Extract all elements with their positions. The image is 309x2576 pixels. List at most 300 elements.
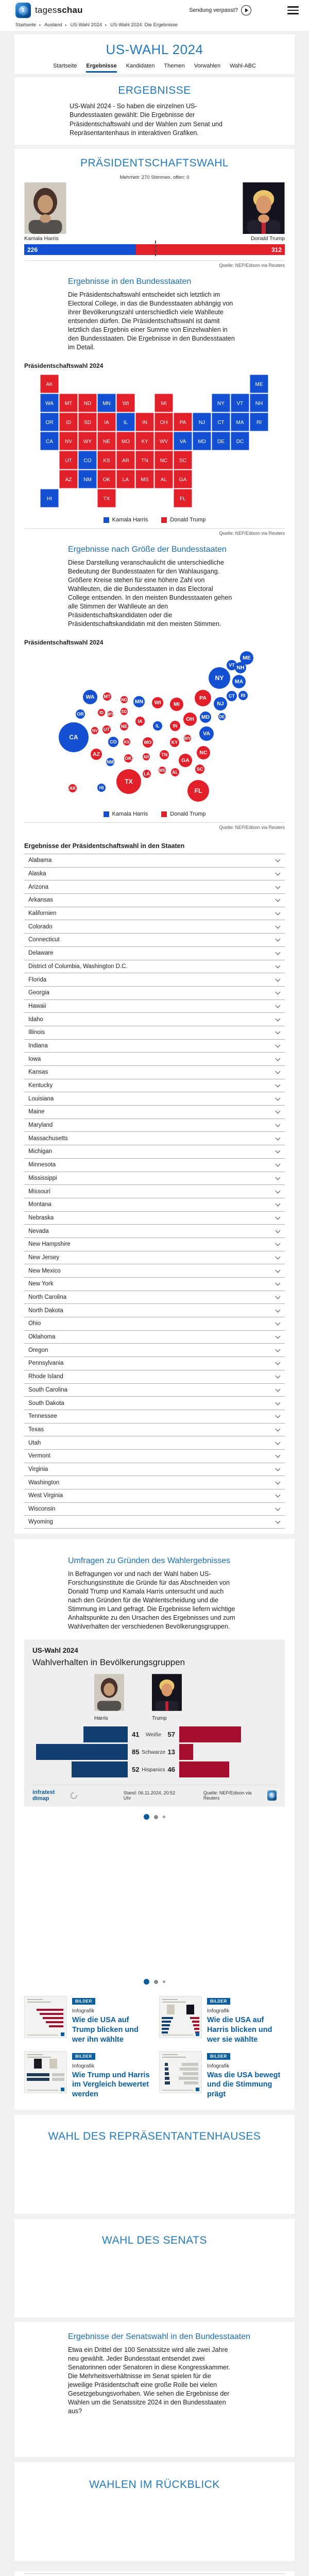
bar-center-labels (128, 1766, 179, 1773)
teaser-badge: BILDER (72, 1998, 95, 2005)
bubble-state-PA[interactable]: PA (195, 690, 211, 706)
state-accordion-row[interactable] (24, 946, 285, 960)
bubble-state-VA[interactable]: VA (199, 726, 214, 741)
map-state-NE[interactable] (97, 432, 116, 450)
tab-wahl-abc[interactable]: Wahl-ABC (230, 63, 256, 69)
bubble-state-AZ[interactable]: AZ (91, 749, 102, 760)
thumb-bar (179, 2077, 198, 2080)
bubble-state-NM[interactable]: NM (106, 758, 114, 766)
umfragen-heading[interactable]: Umfragen zu Gründen des Wahlergebnisses (68, 1556, 231, 1566)
bubble-state-NC[interactable]: NC (197, 746, 210, 759)
state-accordion-row[interactable] (24, 1396, 285, 1410)
carousel-dot[interactable] (154, 1815, 158, 1819)
map-state-MA[interactable] (231, 413, 249, 431)
state-accordion-row[interactable] (24, 1383, 285, 1397)
bubble-state-TX[interactable]: TX (116, 769, 141, 794)
teaser-card[interactable] (159, 1996, 285, 2045)
state-accordion-row[interactable] (24, 1184, 285, 1198)
tab-ergebnisse[interactable]: Ergebnisse (86, 63, 116, 73)
harris-bar (83, 1726, 128, 1742)
bubble-state-NY[interactable]: NY (209, 667, 230, 689)
svg-text:AK: AK (46, 382, 53, 387)
legend-label: Donald Trump (170, 811, 206, 817)
thumb-photo (167, 2005, 175, 2014)
teaser-title[interactable]: Wie die USA auf Harris blicken und wer sie wählte (207, 2016, 272, 2044)
state-accordion-row[interactable] (24, 1449, 285, 1463)
chevron-down-icon (276, 1506, 281, 1511)
thumb-bar (180, 2067, 198, 2071)
state-accordion-label: Utah (28, 1439, 41, 1446)
state-accordion-row[interactable] (24, 1502, 285, 1516)
bubble-state-LA[interactable]: LA (143, 770, 151, 778)
breadcrumb (0, 21, 309, 31)
thumb-bar (192, 2021, 199, 2023)
map-state-KY[interactable] (135, 432, 154, 450)
map-state-LA[interactable] (116, 470, 135, 488)
bubble-state-KS[interactable]: KS (123, 738, 130, 745)
trump-bar-cell (179, 1744, 274, 1760)
bubble-state-MD[interactable]: MD (200, 711, 211, 723)
map-state-MD[interactable] (193, 432, 211, 450)
svg-text:MS: MS (141, 477, 149, 483)
teaser-body (207, 2051, 285, 2100)
state-accordion-row[interactable] (24, 1489, 285, 1502)
state-accordion-row[interactable] (24, 1277, 285, 1291)
chevron-down-icon (276, 1241, 281, 1246)
play-icon[interactable] (241, 5, 251, 15)
teaser-kicker: Infografik (207, 2062, 230, 2069)
bubble-state-HI[interactable]: HI (97, 784, 106, 792)
map-state-AL[interactable] (154, 470, 173, 488)
chevron-down-icon (276, 1003, 281, 1008)
sendung-verpasst-label: Sendung verpasst? (189, 7, 238, 13)
svg-text:MO: MO (121, 439, 130, 445)
svg-text:NM: NM (83, 477, 92, 483)
chart-kicker: US-Wahl 2024 (32, 1647, 78, 1655)
bubble-state-WY[interactable]: WY (107, 711, 114, 717)
map-state-ID[interactable] (59, 413, 78, 431)
trump-bar-segment: 312 (136, 244, 285, 255)
map-state-ND[interactable] (78, 394, 97, 412)
state-accordion-row[interactable] (24, 1092, 285, 1105)
map-state-CA[interactable] (40, 432, 59, 450)
thumb-text-line (162, 2057, 186, 2058)
state-accordion-label: Tennessee (28, 1413, 57, 1420)
map-state-AK[interactable] (40, 375, 59, 393)
bubble-state-NJ[interactable]: NJ (214, 697, 227, 710)
state-accordion-row[interactable] (24, 933, 285, 946)
map-state-OK[interactable] (97, 470, 116, 488)
bubble-state-OK[interactable]: OK (124, 754, 132, 762)
bubble-state-AR[interactable]: AR (143, 753, 150, 760)
state-accordion-label: Rhode Island (28, 1374, 63, 1380)
thumb-text-line (162, 2054, 178, 2055)
state-accordion-row[interactable] (24, 893, 285, 907)
bundesstaaten-heading[interactable]: Ergebnisse in den Bundesstaaten (68, 277, 192, 286)
chevron-down-icon (276, 910, 281, 916)
bubble-state-MO[interactable]: MO (143, 737, 153, 748)
bubble-state-MI[interactable]: MI (170, 698, 183, 711)
bubble-state-WV[interactable]: WV (184, 735, 191, 742)
state-accordion-row[interactable] (24, 1211, 285, 1225)
chevron-down-icon (276, 1307, 281, 1312)
state-accordion-label: Hawaii (28, 1003, 46, 1009)
state-accordion-row[interactable] (24, 999, 285, 1013)
breadcrumb-item[interactable]: Startseite (15, 22, 37, 28)
state-accordion-label: Texas (28, 1426, 44, 1433)
map-state-WI[interactable] (116, 394, 135, 412)
infratest-ring-icon (69, 1791, 79, 1801)
senatswahl-ergebnisse-card (14, 2322, 295, 2457)
map-state-CT[interactable] (212, 413, 230, 431)
electoral-bubble-map (36, 650, 273, 805)
state-accordion-row[interactable] (24, 1079, 285, 1092)
map-state-TN[interactable] (135, 451, 154, 469)
harris-chart-photo (94, 1674, 124, 1711)
bubble-state-IA[interactable]: IA (135, 717, 145, 726)
bubble-state-NE[interactable]: NE (120, 722, 128, 731)
senat-title: WAHL DES SENATS (102, 2234, 207, 2247)
map-state-AR[interactable] (116, 451, 135, 469)
map-state-VT[interactable] (231, 394, 249, 412)
chevron-down-icon (276, 1386, 281, 1392)
menu-icon[interactable] (287, 6, 299, 14)
bubble-state-OR[interactable]: OR (76, 709, 85, 719)
state-accordion-row[interactable] (24, 1172, 285, 1185)
harris-photo (24, 182, 66, 234)
harris-bar-cell (32, 1726, 128, 1742)
thumb-bar (27, 2078, 49, 2081)
bubble-state-AK[interactable]: AK (68, 784, 77, 792)
teaser-grid (24, 1996, 285, 2099)
carousel-dot[interactable] (163, 1980, 165, 1983)
state-accordion-label: Iowa (28, 1056, 41, 1062)
state-accordion-label: Virginia (28, 1466, 48, 1472)
teaser-title[interactable]: Wie die USA auf Trump blicken und wer ihn wählte (72, 2016, 139, 2044)
state-accordion-row[interactable] (24, 986, 285, 999)
carousel-dot[interactable] (144, 1979, 149, 1985)
map-state-DE[interactable] (212, 432, 230, 450)
state-accordion-row[interactable] (24, 1026, 285, 1039)
bubble-state-SD[interactable]: SD (121, 708, 128, 715)
thumb-photo (34, 2059, 42, 2069)
state-accordion-label: Maine (28, 1109, 45, 1115)
bubble-map-legend (24, 811, 285, 817)
thumb-bar (165, 2077, 169, 2080)
thumb-footer-line (27, 2090, 58, 2091)
chevron-down-icon (276, 950, 281, 955)
svg-text:CA: CA (46, 439, 53, 445)
bubble-state-GA[interactable]: GA (179, 754, 192, 767)
bundesstaaten-text: Die Präsidentschaftswahl entscheidet sich letztlich im Electoral College, in das die Bundesstaaten abhängig von ihrer Bevölkerungszahl unterschiedlich viele Wahlleute entsenden dürfen. Die Präsidentschaftswahl ist damit letztlich das Ergebnis einer Summe von Einzelwahlen in den Bundesstaaten. Die Ergebnisse in den Bundesstaaten im Detail. (68, 291, 235, 351)
state-accordion-row[interactable] (24, 880, 285, 893)
state-accordion-row[interactable] (24, 1330, 285, 1344)
state-accordion-row[interactable] (24, 1410, 285, 1423)
svg-text:ND: ND (83, 401, 92, 406)
bubble-state-UT[interactable]: UT (102, 725, 111, 734)
chart-bar-row (32, 1761, 277, 1777)
bubble-state-WA[interactable]: WA (83, 690, 97, 704)
map-state-MO[interactable] (116, 432, 135, 450)
map-state-NJ[interactable] (193, 413, 211, 431)
chevron-down-icon (276, 1466, 281, 1471)
bubble-state-TN[interactable]: TN (160, 750, 169, 759)
map-state-AZ[interactable] (59, 470, 78, 488)
state-accordion-row[interactable] (24, 1145, 285, 1158)
legend-label: Donald Trump (170, 517, 206, 523)
map-state-SD[interactable] (78, 413, 97, 431)
tab-themen[interactable]: Themen (164, 63, 185, 69)
svg-text:IL: IL (123, 420, 128, 426)
legend-label: Kamala Harris (112, 811, 148, 817)
state-accordion-row[interactable] (24, 1131, 285, 1145)
bubble-state-KY[interactable]: KY (170, 738, 179, 747)
breadcrumb-item[interactable]: US-Wahl 2024 (70, 22, 102, 28)
carousel-dots (24, 1979, 285, 1985)
map-chart-label: Präsidentschaftswahl 2024 (24, 362, 104, 369)
map-state-UT[interactable] (59, 451, 78, 469)
map-state-HI[interactable] (40, 489, 59, 507)
category-label: Hispanics (142, 1766, 165, 1773)
state-accordion-row[interactable] (24, 1264, 285, 1277)
svg-text:AR: AR (122, 458, 129, 464)
state-accordion-label: South Dakota (28, 1400, 64, 1406)
svg-text:PA: PA (179, 420, 186, 426)
map-state-IA[interactable] (97, 413, 116, 431)
map-state-OR[interactable] (40, 413, 59, 431)
chevron-down-icon (276, 1453, 281, 1458)
state-accordion-row[interactable] (24, 973, 285, 986)
map-state-MT[interactable] (59, 394, 78, 412)
state-accordion-row[interactable] (24, 960, 285, 973)
bubble-state-AL[interactable]: AL (171, 768, 179, 776)
state-accordion-row[interactable] (24, 1039, 285, 1053)
bubble-state-ME[interactable]: ME (240, 651, 253, 665)
state-accordion-row[interactable] (24, 854, 285, 867)
bubble-state-CO[interactable]: CO (108, 737, 118, 747)
sendung-verpasst-link[interactable] (189, 5, 251, 15)
chevron-down-icon (276, 1334, 281, 1339)
map-state-NV[interactable] (59, 432, 78, 450)
svg-text:LA: LA (122, 477, 129, 483)
state-accordion-row[interactable] (24, 920, 285, 933)
category-label: Weiße (145, 1731, 162, 1738)
senatswahl-heading[interactable]: Ergebnisse der Senatswahl in den Bundesstaaten (68, 2332, 251, 2342)
map-state-NM[interactable] (78, 470, 97, 488)
bubble-state-CA[interactable]: CA (59, 722, 89, 752)
state-accordion-label: Arkansas (28, 897, 53, 904)
state-accordion-row[interactable] (24, 1158, 285, 1172)
map-state-WV[interactable] (154, 432, 173, 450)
state-accordion-row[interactable] (24, 1515, 285, 1529)
infratest-dimap-logo: infratest dimap (32, 1789, 77, 1802)
bubble-state-ID[interactable]: ID (98, 709, 105, 716)
state-accordion-row[interactable] (24, 1012, 285, 1026)
chevron-down-icon (276, 1267, 281, 1273)
state-accordion-row[interactable] (24, 1291, 285, 1304)
state-accordion-row[interactable] (24, 867, 285, 880)
state-accordion-row[interactable] (24, 1251, 285, 1264)
state-accordion-label: Connecticut (28, 937, 60, 943)
legend-label: Kamala Harris (112, 517, 148, 523)
carousel-dots (24, 1814, 285, 1820)
trump-value: 13 (167, 1748, 175, 1756)
bubble-state-VT[interactable]: VT (227, 660, 237, 670)
bubble-state-IN[interactable]: IN (170, 721, 180, 731)
bubble-state-OH[interactable]: OH (183, 713, 197, 726)
bubble-state-SC[interactable]: SC (195, 765, 204, 774)
carousel-dot[interactable] (154, 1980, 158, 1984)
state-accordion-row[interactable] (24, 1238, 285, 1251)
teaser-card[interactable] (24, 2051, 150, 2100)
bubble-state-FL[interactable]: FL (187, 780, 209, 802)
state-accordion-row[interactable] (24, 1423, 285, 1436)
carousel-dot[interactable] (163, 1816, 165, 1818)
bubble-state-RI[interactable]: RI (238, 691, 248, 700)
svg-text:OH: OH (160, 420, 168, 426)
carousel-dot[interactable] (144, 1814, 149, 1820)
svg-text:OR: OR (45, 420, 54, 426)
breadcrumb-item[interactable]: US-Wahl 2024: Die Ergebnisse (110, 22, 178, 28)
map-state-IN[interactable] (135, 413, 154, 431)
state-accordion-row[interactable] (24, 1370, 285, 1383)
map-state-PA[interactable] (174, 413, 192, 431)
map-state-GA[interactable] (174, 470, 192, 488)
state-accordion-label: West Virginia (28, 1493, 63, 1499)
harris-bar (36, 1744, 128, 1760)
state-accordion-row[interactable] (24, 1357, 285, 1370)
bubble-state-NV[interactable]: NV (91, 727, 98, 734)
bubble-state-ND[interactable]: ND (121, 696, 128, 703)
praesidentschaftswahl-title: PRÄSIDENTSCHAFTSWAHL (80, 157, 229, 169)
senatswahl-text: Etwa ein Drittel der 100 Senatssitze wird alle zwei Jahre neu gewählt. Jeder Bundesstaat entsendet zwei Senatorinnen oder Senatoren in diese Kongresskammer. Die Mehrheitsverhältnisse im Senat spielen für die jeweilige Präsidentschaft eine große Rolle bei vielen Gesetzgebungsvorhaben. Wie sehen die Ergebnisse der Wahlen um die Senatssitze 2024 in den Bundesstaaten aus? (68, 2346, 230, 2415)
thumb-logo-icon (196, 2088, 199, 2091)
map-state-RI[interactable] (250, 413, 268, 431)
chevron-down-icon (276, 1201, 281, 1207)
legend-swatch-icon (104, 517, 109, 523)
map-state-MS[interactable] (135, 470, 154, 488)
map-state-SC[interactable] (174, 451, 192, 469)
tab-startseite[interactable]: Startseite (53, 63, 77, 69)
map-state-OH[interactable] (154, 413, 173, 431)
legend-swatch-icon (161, 811, 167, 817)
state-accordion-row[interactable] (24, 1224, 285, 1238)
bubble-state-IL[interactable]: IL (153, 721, 162, 731)
breadcrumb-item[interactable]: Ausland (44, 22, 62, 28)
state-accordion-label: Massachusetts (28, 1135, 68, 1142)
svg-text:HI: HI (47, 496, 52, 502)
thumb-logo-icon (61, 2032, 64, 2036)
map-state-KS[interactable] (97, 451, 116, 469)
tab-vorwahlen[interactable]: Vorwahlen (194, 63, 221, 69)
groesse-heading[interactable]: Ergebnisse nach Größe der Bundesstaaten (68, 545, 227, 554)
state-accordion-row[interactable] (24, 1105, 285, 1118)
map-state-IL[interactable] (116, 413, 135, 431)
state-accordion-row[interactable] (24, 1343, 285, 1357)
teaser-card[interactable] (24, 1996, 150, 2045)
bubble-state-NH[interactable]: NH (235, 662, 246, 673)
map-state-NY[interactable] (212, 394, 230, 412)
trump-bar (179, 1761, 229, 1777)
map-state-NH[interactable] (250, 394, 268, 412)
thumb-footer-line (162, 2090, 193, 2091)
chevron-down-icon (276, 884, 281, 889)
teaser-title[interactable]: Was die USA bewegt und die Stimmung prägt (207, 2071, 281, 2099)
map-state-CO[interactable] (78, 451, 97, 469)
map-state-WA[interactable] (40, 394, 59, 412)
chevron-down-icon (276, 1082, 281, 1088)
thumb-bar (165, 2063, 168, 2066)
bubble-state-WI[interactable]: WI (152, 697, 163, 708)
state-accordion-row[interactable] (24, 1476, 285, 1489)
svg-text:CT: CT (217, 420, 225, 426)
state-accordion-row[interactable] (24, 1303, 285, 1317)
teaser-kicker: Infografik (207, 2008, 230, 2014)
map-state-DC[interactable] (231, 432, 249, 450)
map-state-TX[interactable] (97, 489, 116, 507)
tab-kandidaten[interactable]: Kandidaten (126, 63, 155, 69)
state-accordion-row[interactable] (24, 1198, 285, 1211)
bubble-state-MA[interactable]: MA (232, 675, 246, 688)
state-accordion-label: Louisiana (28, 1095, 54, 1102)
map-state-FL[interactable] (174, 489, 192, 507)
chevron-down-icon (276, 976, 281, 981)
footer-accordion-row[interactable] (24, 2573, 285, 2576)
teaser-title[interactable]: Wie Trump und Harris im Vergleich bewertet werden (72, 2071, 150, 2099)
chevron-down-icon (276, 1109, 281, 1114)
breadcrumb-separator-icon: ▸ (105, 23, 107, 27)
map-state-MN[interactable] (97, 394, 116, 412)
state-accordion-label: Georgia (28, 990, 49, 996)
state-accordion-row[interactable] (24, 1317, 285, 1330)
thumb-bar (52, 2078, 64, 2081)
map-state-MI[interactable] (154, 394, 173, 412)
chevron-down-icon (276, 1493, 281, 1498)
teaser-card[interactable] (159, 2051, 285, 2100)
chevron-down-icon (276, 937, 281, 942)
state-accordion-row[interactable] (24, 1118, 285, 1132)
state-accordion-row[interactable] (24, 907, 285, 920)
state-accordion-row[interactable] (24, 1065, 285, 1079)
state-accordion-row[interactable] (24, 1463, 285, 1476)
svg-text:KS: KS (103, 458, 110, 464)
chevron-down-icon (276, 1135, 281, 1140)
map-state-ME[interactable] (250, 375, 268, 393)
state-accordion-label: New Hampshire (28, 1241, 71, 1248)
chevron-down-icon (276, 857, 281, 862)
map-state-WY[interactable] (78, 432, 97, 450)
bubble-state-DE[interactable]: DE (218, 713, 226, 720)
state-accordion-label: Kalifornien (28, 910, 57, 917)
svg-text:OK: OK (102, 477, 111, 483)
bubble-state-MN[interactable]: MN (133, 696, 145, 707)
thumb-bar (165, 2067, 168, 2071)
trump-photo (243, 182, 285, 234)
state-accordion-row[interactable] (24, 1052, 285, 1065)
state-accordion-row[interactable] (24, 1436, 285, 1449)
map-state-VA[interactable] (174, 432, 192, 450)
map-state-NC[interactable] (154, 451, 173, 469)
umfragen-text: In Befragungen vor und nach der Wahl haben US-Forschungsinstitute die Gründe für das Abschneiden von Donald Trump und Kamala Harris untersucht und auch nach den Gründen für die Wahlentscheidung und die Stimmung im Land gefragt. Die Ergebnisse liefern wichtige Anhaltspunkte zu den Ursachen des Ergebnisses und zum Wahlverhalten der verschiedenen Bevölkerungsgruppen. (68, 1570, 235, 1631)
trump-value: 46 (167, 1766, 175, 1774)
chevron-down-icon (276, 1374, 281, 1379)
bubble-state-MS[interactable]: MS (159, 767, 166, 774)
senat-card (14, 2219, 295, 2317)
tagesschau-logo[interactable] (15, 3, 83, 18)
thumb-photo (49, 2059, 57, 2069)
bubble-state-MT[interactable]: MT (103, 692, 111, 701)
bubble-state-CT[interactable]: CT (227, 691, 237, 701)
